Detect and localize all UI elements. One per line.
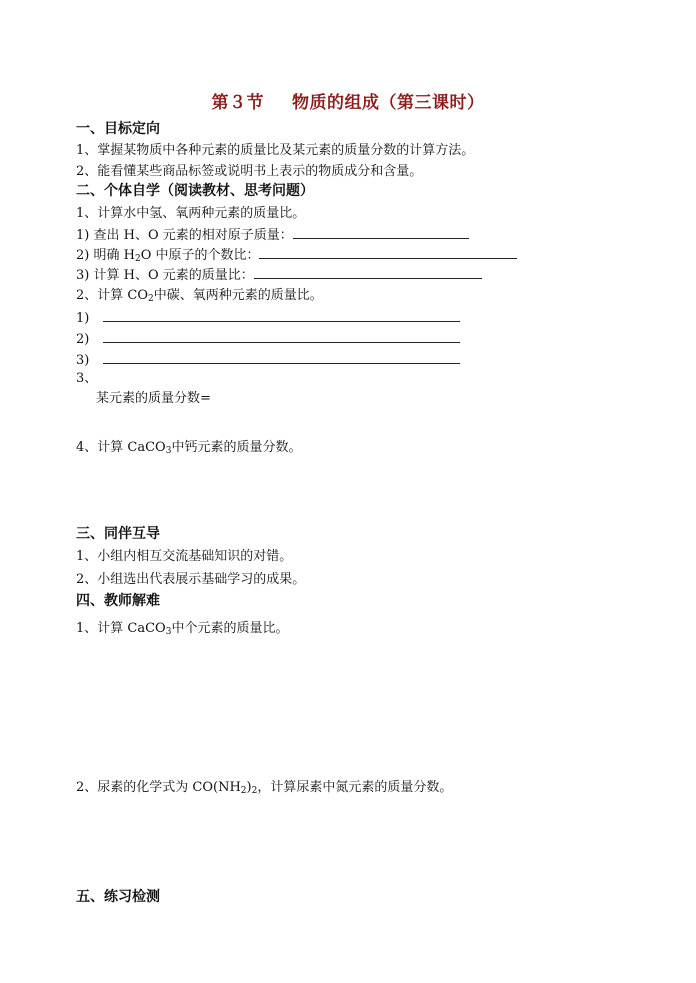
answer-blank[interactable] [254, 266, 482, 279]
answer-blank[interactable] [103, 330, 460, 343]
answer-blank[interactable] [103, 309, 460, 322]
section-name: 物质的组成（第三课时） [292, 93, 485, 113]
co2-step-3: 3) [76, 351, 460, 369]
goal-item-2: 2、能看懂某些商品标签或说明书上表示的物质成分和含量。 [76, 164, 423, 179]
page-title [0, 88, 696, 113]
mass-fraction-formula: 某元素的质量分数= [96, 391, 211, 406]
co2-step-1: 1) [76, 309, 460, 327]
water-step-3: 3) 计算 H、O 元素的质量比： [76, 266, 482, 284]
question-urea: 2、尿素的化学式为 $CO(NH_2)_2$，计算尿素中氮元素的质量分数。 [76, 780, 453, 796]
question-co2: 2、计算 $CO_2$中碳、氧两种元素的质量比。 [76, 288, 323, 304]
heading-self-study: 二、个体自学（阅读教材、思考问题） [76, 183, 314, 199]
question-water: 1、计算水中氢、氧两种元素的质量比。 [76, 206, 306, 221]
water-step-2: 2) 明确 $H_2O$ 中原子的个数比： [76, 246, 517, 267]
answer-blank[interactable] [103, 351, 460, 364]
co2-step-2: 2) [76, 330, 460, 348]
heading-practice: 五、练习检测 [76, 889, 160, 905]
peer-item-2: 2、小组选出代表展示基础学习的成果。 [76, 572, 306, 587]
peer-item-1: 1、小组内相互交流基础知识的对错。 [76, 549, 293, 564]
heading-goal: 一、目标定向 [76, 121, 160, 137]
question-caco3-calcium: 4、计算 CaCO$_3$中钙元素的质量分数。 [76, 440, 302, 456]
water-step-1: 1) 查出 H、O 元素的相对原子质量： [76, 226, 469, 244]
heading-peer: 三、同伴互导 [76, 526, 160, 542]
question-caco3-ratio: 1、计算 CaCO$_3$中个元素的质量比。 [76, 621, 289, 637]
section-number: 第３节 [211, 93, 264, 113]
question-3: 3、 [76, 371, 98, 386]
answer-blank[interactable] [293, 226, 469, 239]
answer-blank[interactable] [259, 246, 517, 259]
heading-teacher: 四、教师解难 [76, 593, 160, 609]
goal-item-1: 1、掌握某物质中各种元素的质量比及某元素的质量分数的计算方法。 [76, 143, 475, 158]
